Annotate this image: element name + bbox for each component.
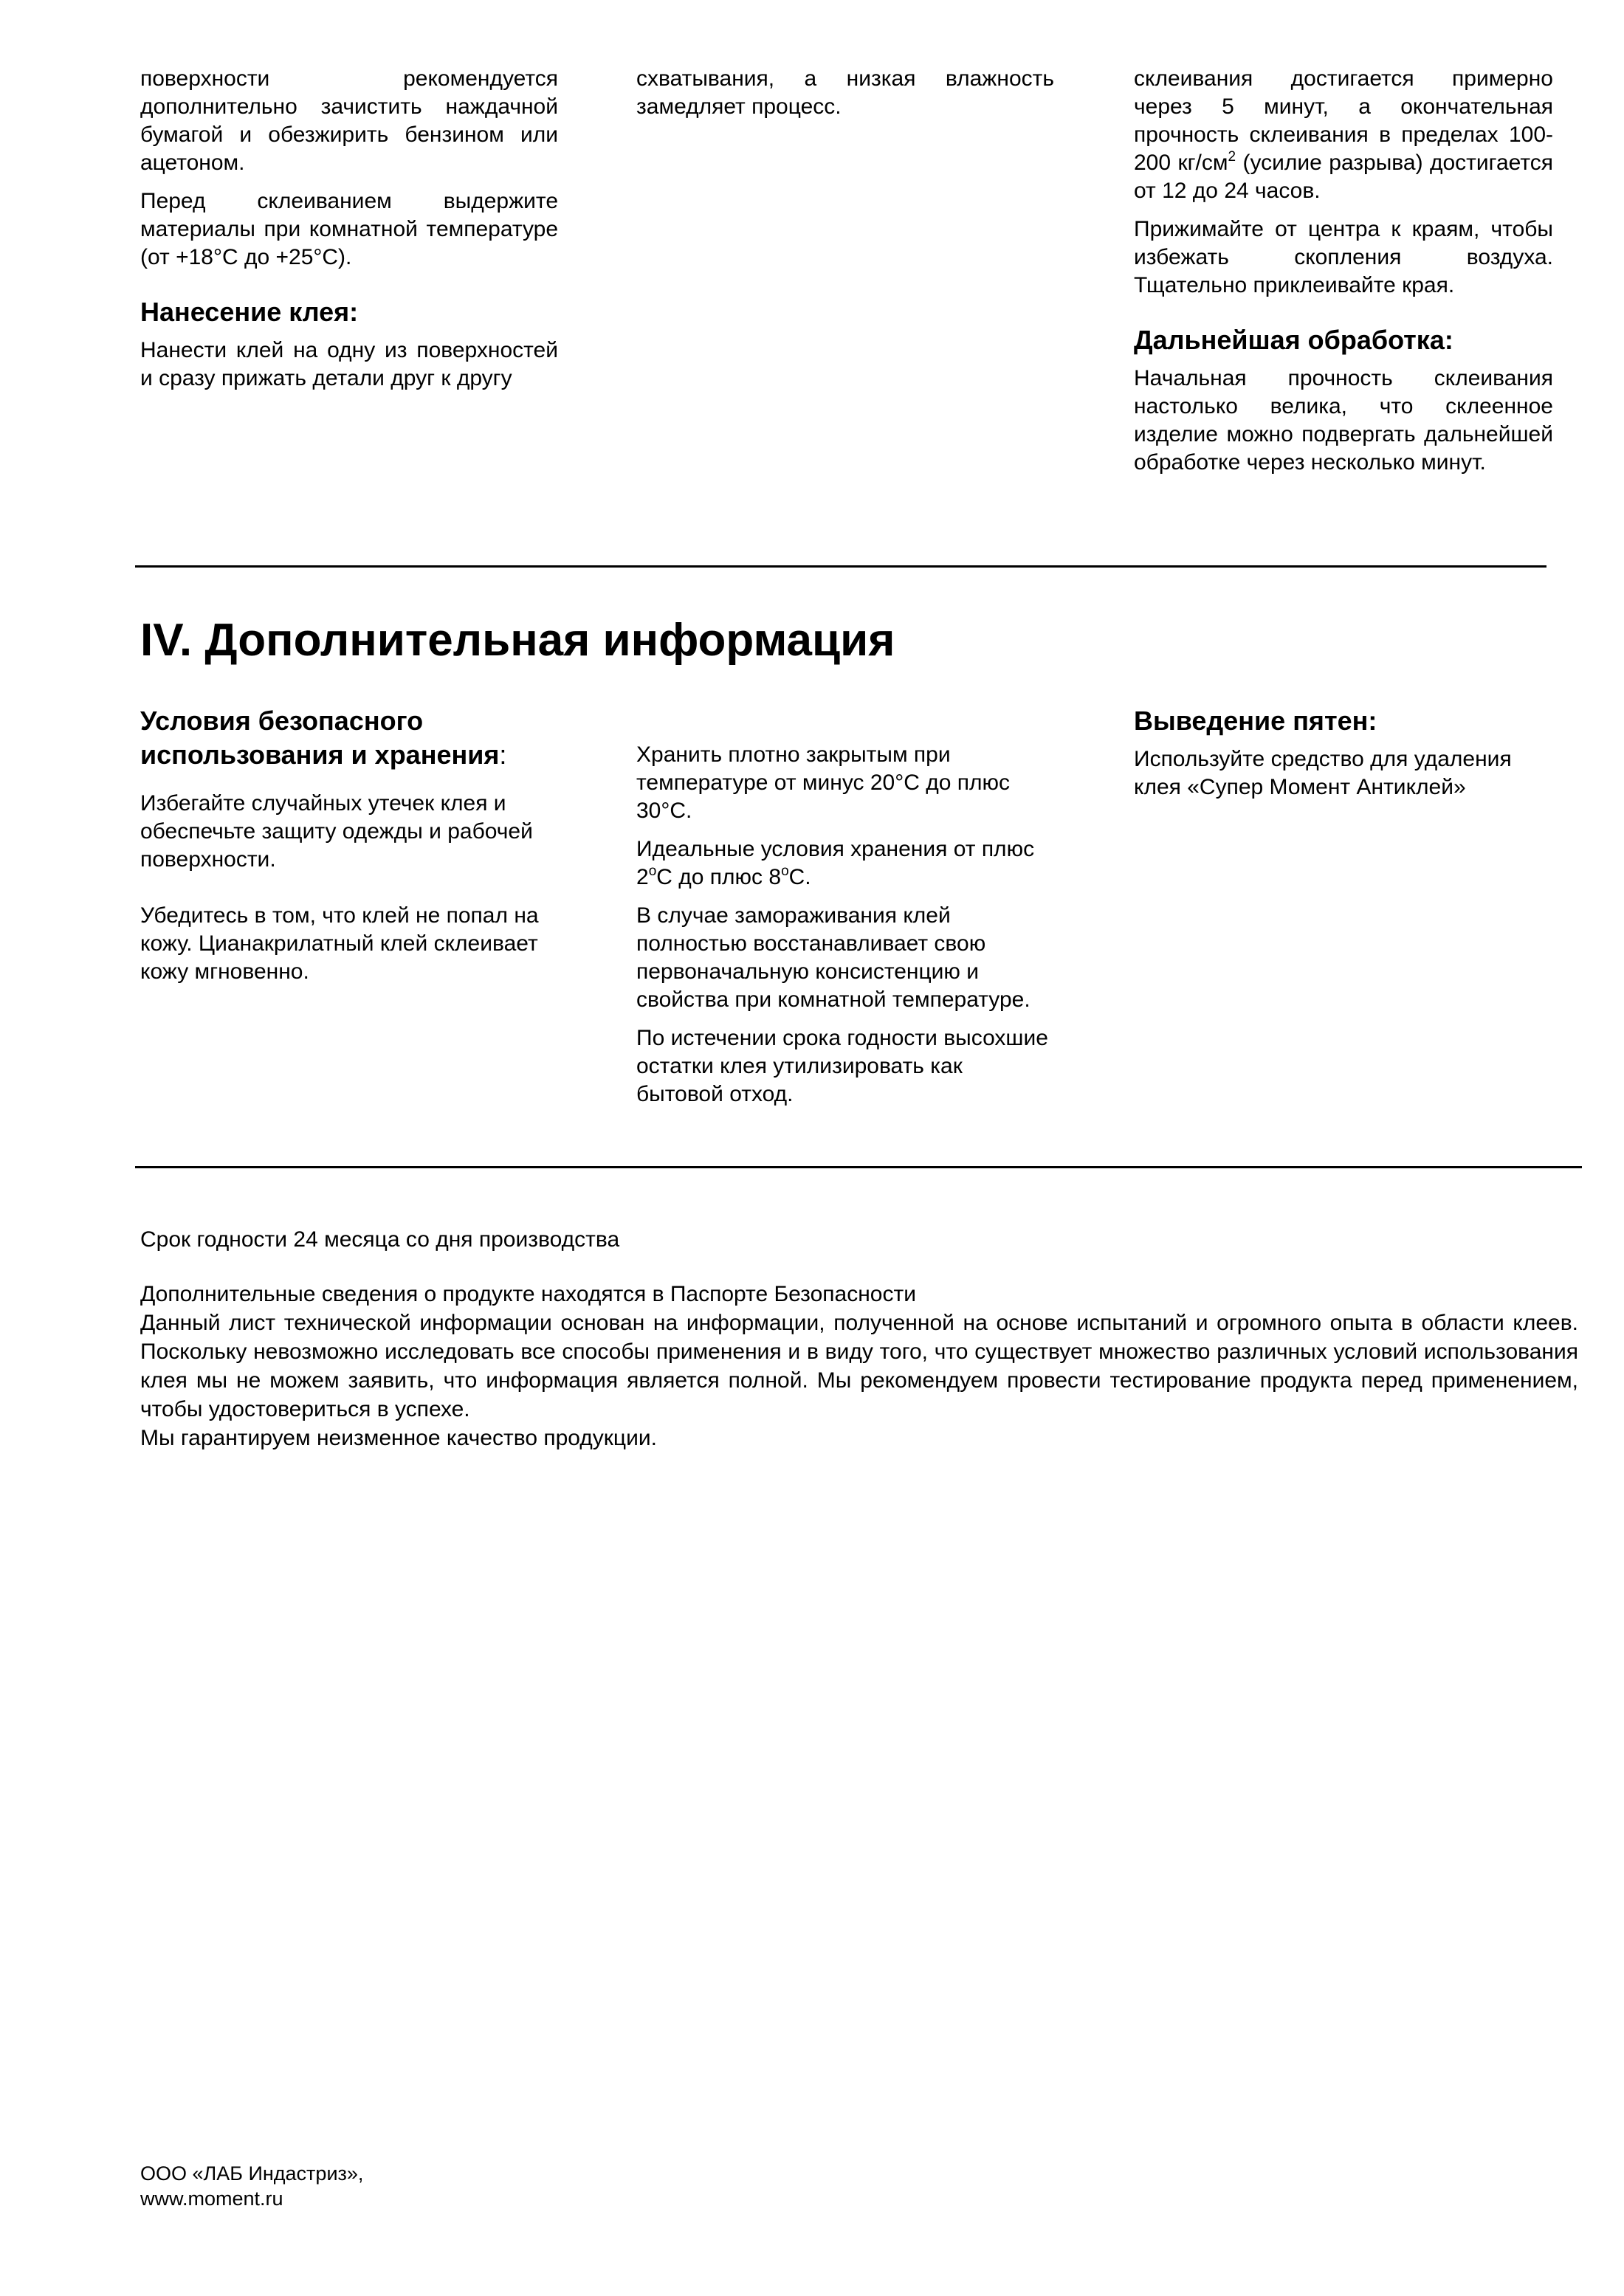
quality-text: Мы гарантируем неизменное качество продукции. [140, 1426, 657, 1450]
processing-text: Начальная прочность склеивания настолько велика, что склеенное изделие можно подвергать дальнейшей обработке через несколько минут. [1134, 366, 1553, 475]
press-text: Прижимайте от центра к краям, чтобы избежать скопления воздуха. Тщательно приклеивайте края. [1134, 217, 1553, 297]
top-column-3 [1134, 65, 1553, 487]
storage-text-4: По истечении срока годности высохшие остатки клея утилизировать как бытовой отход. [636, 1026, 1048, 1106]
processing-heading: Дальнейшая обработка: [1134, 325, 1453, 355]
stains-heading: Выведение пятен: [1134, 706, 1377, 736]
stains-text: Используйте средство для удаления клея «Супер Момент Антиклей» [1134, 747, 1512, 799]
top-column-2 [636, 65, 1054, 131]
divider-bottom [135, 1166, 1582, 1168]
company-footer [140, 2161, 363, 2211]
top-column-1 [140, 65, 558, 403]
website-link[interactable]: www.moment.ru [140, 2188, 283, 2210]
safety-text-2: Убедитесь в том, что клей не попал на кожу. Цианакрилатный клей склеивает кожу мгновенно. [140, 903, 539, 984]
safety-passport-text: Дополнительные сведения о продукте находятся в Паспорте Безопасности [140, 1282, 916, 1306]
stains-column [1134, 704, 1532, 812]
application-text: Нанести клей на одну из поверхностей и сразу прижать детали друг к другу [140, 338, 558, 390]
section-title: IV. Дополнительная информация [140, 615, 895, 666]
disclaimer-text: Данный лист технической информации основан на информации, полученной на основе испытаний и огромного опыта в области клеев. Поскольку невозможно исследовать все способы применения и в виду того, что существует множество различных условий использования клея мы не можем заявить, что информация является полной. Мы рекомендуем провести тестирование продукта перед применением, чтобы удостовериться в успехе. [140, 1311, 1578, 1421]
application-heading: Нанесение клея: [140, 297, 359, 327]
temperature-text: Перед склеиванием выдержите материалы при комнатной температуре (от +18°С до +25°С). [140, 189, 558, 269]
storage-column [636, 741, 1050, 1119]
humidity-text: схватывания, а низкая влажность замедляет процесс. [636, 66, 1054, 119]
company-name: ООО «ЛАБ Индастриз», [140, 2162, 364, 2185]
storage-text-1: Хранить плотно закрытым при температуре от минус 20°С до плюс 30°С. [636, 742, 1010, 823]
safety-text-1: Избегайте случайных утечек клея и обеспечьте защиту одежды и рабочей поверхности. [140, 791, 533, 872]
disclaimer-block [140, 1280, 1578, 1452]
surface-prep-text: поверхности рекомендуется дополнительно зачистить наждачной бумагой и обезжирить бензином или ацетоном. [140, 66, 558, 175]
divider-top [135, 565, 1546, 568]
safety-column [140, 704, 583, 996]
shelf-life-text: Срок годности 24 месяца со дня производства [140, 1227, 620, 1252]
safety-heading: Условия безопасного использования и хранения: [140, 706, 507, 770]
bond-strength-text: склеивания достигается примерно через 5 минут, а окончательная прочность склеивания в пределах 100-200 $кг/см^2$ (усилие разрыва) достигается от 12 до 24 часов. [1134, 66, 1553, 203]
storage-text-2: Идеальные условия хранения от плюс $2^оС$ до плюс $8^оС$. [636, 837, 1035, 889]
storage-text-3: В случае замораживания клей полностью восстанавливает свою первоначальную консистенцию и свойства при комнатной температуре. [636, 903, 1031, 1012]
